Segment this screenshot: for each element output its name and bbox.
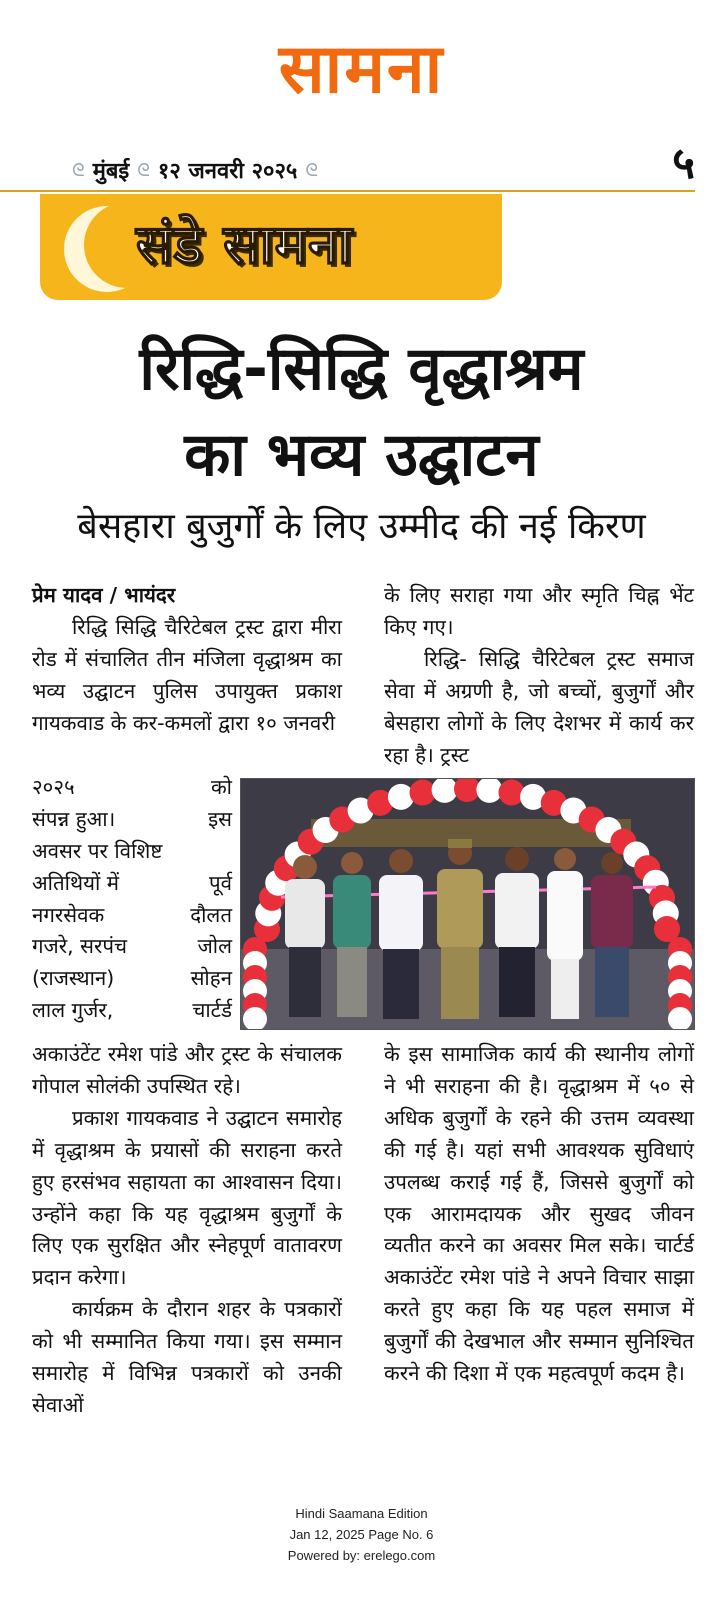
headline-line-2: का भव्य उद्घाटन <box>184 420 539 490</box>
wrap-line <box>32 963 232 995</box>
masthead-logo: सामना <box>278 30 445 109</box>
headline-line-1: रिद्धि-सिद्धि वृद्धाश्रम <box>139 334 584 404</box>
dateline-city: मुंबई <box>92 159 130 184</box>
article-wrap-lines <box>32 772 232 1027</box>
wrap-word: अतिथियों में <box>32 870 120 895</box>
ornament-icon: ᘓ <box>137 159 150 181</box>
wrap-word: इस <box>208 806 232 831</box>
footer-date-page: Jan 12, 2025 Page No. 6 <box>289 1527 434 1542</box>
paragraph: अकाउंटेंट रमेश पांडे और ट्रस्ट के संचालक गोपाल सोलंकी उपस्थित रहे। <box>32 1042 342 1098</box>
wrap-line <box>32 804 232 836</box>
wrap-line <box>32 995 232 1027</box>
wrap-word: पूर्व <box>208 870 232 895</box>
wrap-word: चार्टर्ड <box>192 998 232 1023</box>
paragraph: के लिए सराहा गया और स्मृति चिह्न भेंट किए गए। <box>384 583 694 639</box>
wrap-line <box>32 772 232 804</box>
headline <box>0 326 723 498</box>
dateline <box>64 152 326 188</box>
article-column-left-bottom <box>32 1039 342 1422</box>
header-rule <box>0 190 695 192</box>
dateline-date: १२ जनवरी २०२५ <box>157 159 298 184</box>
wrap-line <box>32 900 232 932</box>
wrap-line <box>32 868 232 900</box>
wrap-word: सोहन <box>190 966 232 991</box>
page-number: ५ <box>672 138 695 189</box>
ornament-icon: ᘓ <box>72 159 85 181</box>
wrap-word: गजरे, सरपंच <box>32 934 128 959</box>
article-column-right-bottom <box>384 1039 694 1390</box>
wrap-word: २०२५ <box>32 775 75 799</box>
subheadline: बेसहारा बुजुर्गों के लिए उम्मीद की नई किरण <box>77 506 646 547</box>
wrap-word: लाल गुर्जर, <box>32 998 114 1023</box>
paragraph: के इस सामाजिक कार्य की स्थानीय लोगों ने भी सराहना की है। वृद्धाश्रम में ५० से अधिक बुजुर्गों के रहने की उत्तम व्यवस्था की गई है। यहां सभी आवश्यक सुविधाएं उपलब्ध कराई गई हैं, जिससे बुजुर्गों को एक आरामदायक और सुखद जीवन व्यतीत करने का अवसर मिल सके। चार्टर्ड अकाउंटेंट रमेश पांडे ने अपने विचार साझा करते हुए कहा कि यह पहल समाज में बुजुर्गों की देखभाल और सम्मान सुनिश्चित करने की दिशा में एक महत्वपूर्ण कदम है। <box>384 1042 694 1386</box>
wrap-line <box>32 931 232 963</box>
wrap-word: नगरसेवक <box>32 902 105 927</box>
ornament-icon: ᘓ <box>305 159 319 181</box>
footer-powered-by: Powered by: erelego.com <box>287 1548 436 1563</box>
byline: प्रेम यादव / भायंदर <box>32 583 176 607</box>
wrap-word: दौलत <box>190 902 232 927</box>
wrap-word: जोल <box>197 934 232 959</box>
page-footer <box>0 1503 723 1566</box>
footer-edition: Hindi Saamana Edition <box>295 1506 428 1521</box>
wrap-word: अवसर पर विशिष्ट <box>32 838 163 863</box>
inauguration-photo <box>240 778 695 1030</box>
wrap-line <box>32 836 232 868</box>
wrap-word: संपन्न हुआ। <box>32 806 116 831</box>
paragraph: रिद्धि- सिद्धि चैरिटेबल ट्रस्ट समाज सेवा में अग्रणी है, जो बच्चों, बुजुर्गों और बेसहारा लोगों के लिए देशभर में कार्य कर रहा है। ट्रस्ट <box>384 646 694 767</box>
wrap-word: को <box>210 775 232 799</box>
sunday-saamana-banner <box>40 194 502 300</box>
wrap-word: (राजस्थान) <box>32 966 115 991</box>
paragraph: कार्यक्रम के दौरान शहर के पत्रकारों को भी सम्मानित किया गया। इस सम्मान समारोह में विभिन्न पत्रकारों को उनकी सेवाओं <box>32 1297 342 1417</box>
article-column-left-top <box>32 580 342 740</box>
paragraph: प्रकाश गायकवाड ने उद्घाटन समारोह में वृद्धाश्रम के प्रयासों की सराहना करते हुए हरसंभव सहायता का आश्वासन दिया। उन्होंने कहा कि यह वृद्धाश्रम बुजुर्गों के लिए एक सुरक्षित और स्नेहपूर्ण वातावरण प्रदान करेगा। <box>32 1105 342 1290</box>
article-column-right-top <box>384 580 694 771</box>
banner-title: संडे सामना <box>136 213 353 276</box>
paragraph: रिद्धि सिद्धि चैरिटेबल ट्रस्ट द्वारा मीरा रोड में संचालित तीन मंजिला वृद्धाश्रम का भव्य उद्घाटन पुलिस उपायुक्त प्रकाश गायकवाड के कर-कमलों द्वारा १० जनवरी <box>32 614 342 735</box>
